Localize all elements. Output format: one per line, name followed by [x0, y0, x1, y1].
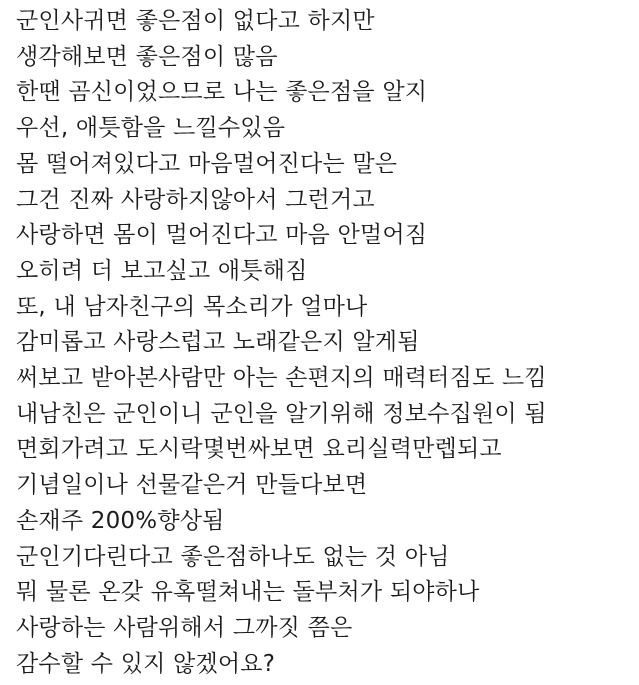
post-line-9: 또, 내 남자친구의 목소리가 얼마나: [16, 293, 368, 320]
post-line-13: 면회가려고 도시락몇번싸보면 요리실력만렙되고: [16, 436, 502, 463]
post-line-7: 사랑하면 몸이 멀어진다고 마음 안멀어짐: [16, 222, 428, 249]
post-line-10: 감미롭고 사랑스럽고 노래같은지 알게됨: [16, 329, 420, 356]
post-line-15: 손재주 200%향상됨: [16, 507, 225, 534]
post-line-19: 감수할 수 있지 않겠어요?: [16, 650, 276, 677]
post-line-18: 사랑하는 사람위해서 그까짓 쯤은: [16, 614, 353, 641]
post-line-11: 써보고 받아본사람만 아는 손편지의 매력터짐도 느낌: [16, 365, 547, 392]
post-line-4: 우선, 애틋함을 느낄수있음: [16, 115, 286, 142]
post-line-17: 뭐 물론 온갖 유혹떨쳐내는 돌부처가 되야하나: [16, 579, 480, 606]
post-line-1: 군인사귀면 좋은점이 없다고 하지만: [16, 8, 375, 34]
post-line-5: 몸 떨어져있다고 마음멀어진다는 말은: [16, 150, 398, 177]
post-line-6: 그건 진짜 사랑하지않아서 그런거고: [16, 186, 375, 213]
post-line-2: 생각해보면 좋은점이 많음: [16, 43, 278, 70]
post-line-12: 내남친은 군인이니 군인을 알기위해 정보수집원이 됨: [16, 400, 547, 427]
post-line-8: 오히려 더 보고싶고 애틋해짐: [16, 257, 308, 284]
post-line-16: 군인기다린다고 좋은점하나도 없는 것 아님: [16, 543, 450, 570]
post-line-3: 한땐 곰신이었으므로 나는 좋은점을 알지: [16, 79, 428, 106]
post-line-14: 기념일이나 선물같은거 만들다보면: [16, 472, 368, 499]
